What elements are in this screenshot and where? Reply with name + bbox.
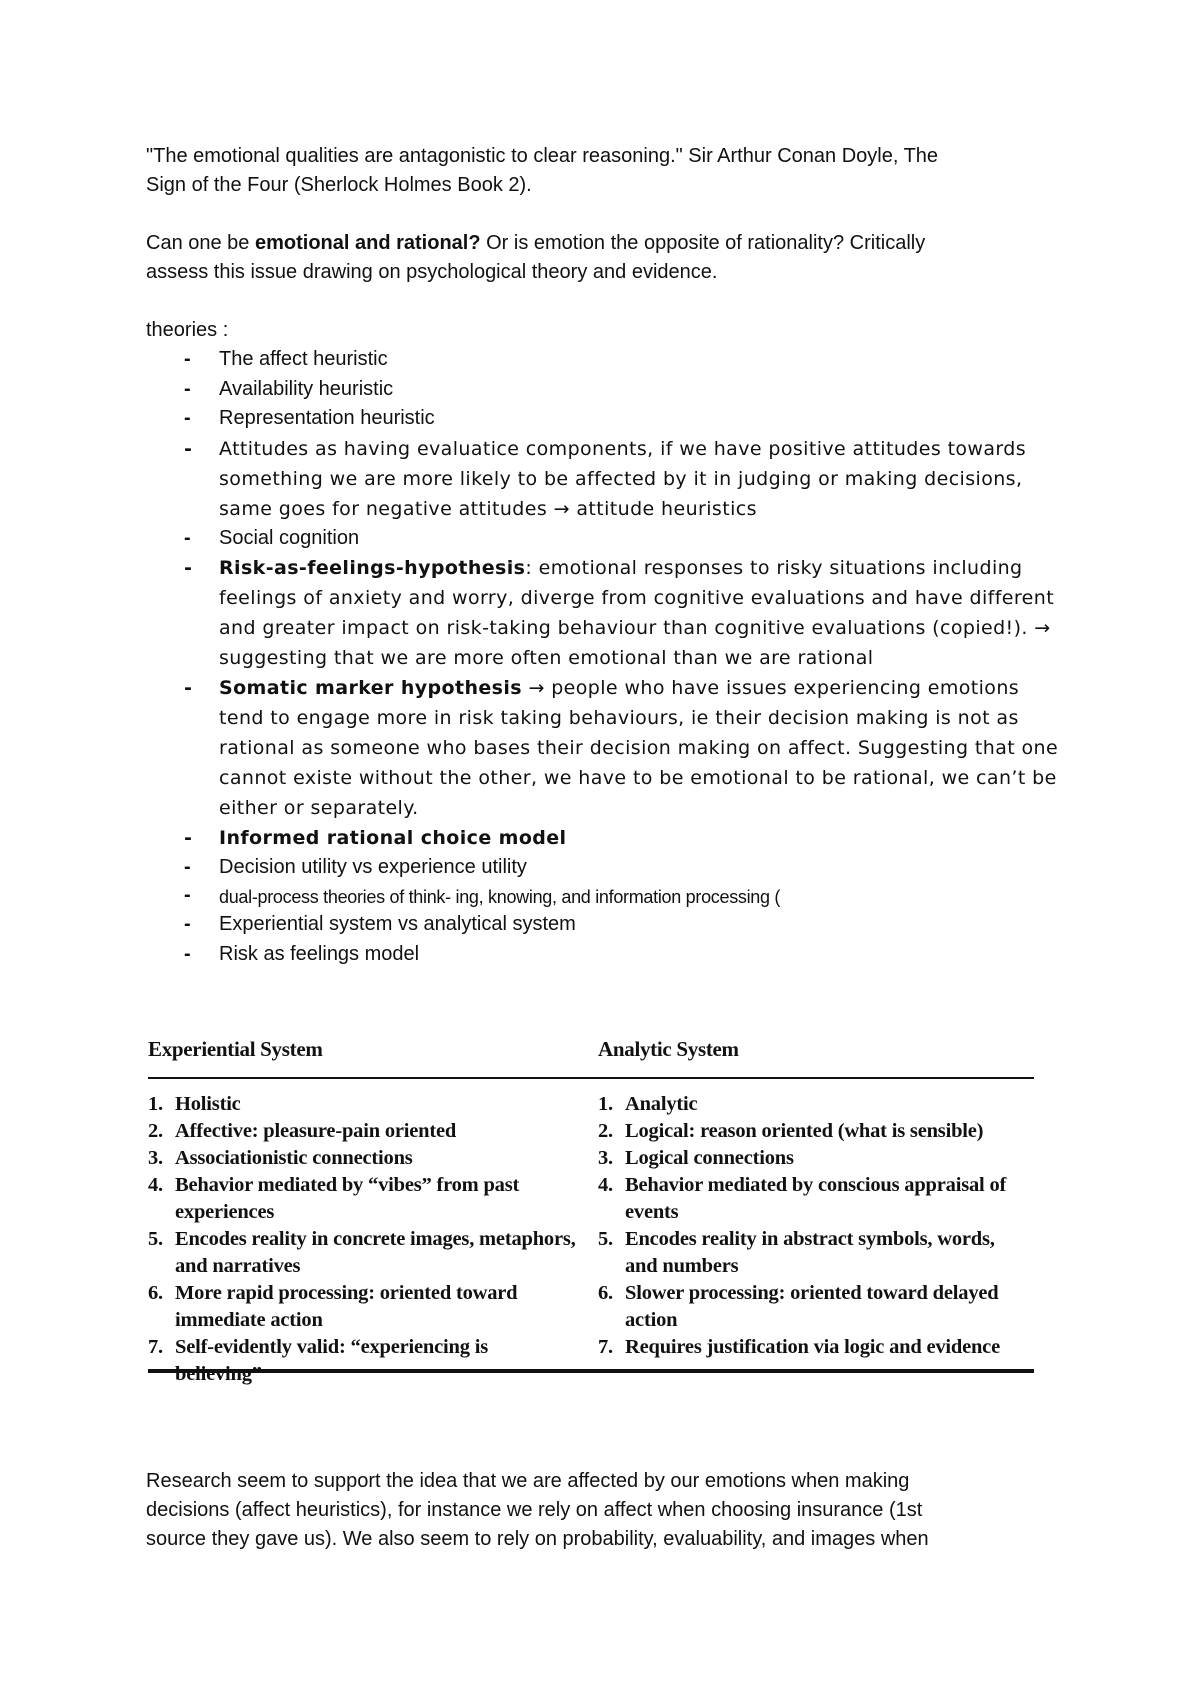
list-item bbox=[146, 673, 1066, 823]
spacer bbox=[146, 200, 1066, 229]
question-line-1 bbox=[146, 229, 1066, 258]
list-item-text: : emotional responses to risky situations including feelings of anxiety and worry, diverge from cognitive evaluations and have different and greater impact on risk-taking behaviour than cognitive evaluations (copied!). → suggesting that we are more often emotional than we are rational bbox=[219, 557, 1055, 670]
row-number: 1. bbox=[598, 1093, 613, 1115]
row-number: 4. bbox=[598, 1174, 613, 1196]
table-row bbox=[598, 1226, 1028, 1280]
table-row bbox=[148, 1118, 578, 1145]
table-row bbox=[148, 1280, 578, 1334]
table-row bbox=[148, 1091, 578, 1118]
row-number: 1. bbox=[148, 1093, 163, 1115]
row-text: Analytic bbox=[625, 1093, 698, 1115]
term-informed-rational-choice: Informed rational choice model bbox=[219, 827, 567, 850]
theories-list bbox=[146, 345, 1066, 969]
row-text: Requires justification via logic and evidence bbox=[625, 1336, 1000, 1358]
question-bold: emotional and rational? bbox=[254, 232, 481, 254]
list-item: - The affect heuristic bbox=[146, 345, 1066, 375]
table-body bbox=[148, 1079, 1034, 1385]
table-header bbox=[148, 1035, 1034, 1079]
document-body bbox=[146, 142, 1066, 969]
row-number: 2. bbox=[148, 1120, 163, 1142]
row-number: 3. bbox=[598, 1147, 613, 1169]
row-text: Behavior mediated by “vibes” from past experiences bbox=[175, 1174, 520, 1223]
row-number: 4. bbox=[148, 1174, 163, 1196]
question-prefix: Can one be bbox=[146, 232, 255, 254]
row-text: Holistic bbox=[175, 1093, 241, 1115]
analytic-system-header: Analytic System bbox=[598, 1037, 739, 1061]
theories-label: theories : bbox=[146, 319, 229, 341]
question-rest: Or is emotion the opposite of rationality? Critically bbox=[480, 232, 926, 254]
list-item: - Social cognition bbox=[146, 524, 1066, 554]
row-text: Self-evidently valid: “experiencing is believing” bbox=[175, 1336, 488, 1385]
row-number: 3. bbox=[148, 1147, 163, 1169]
table-row bbox=[598, 1118, 1028, 1145]
analytic-column bbox=[598, 1091, 1028, 1361]
list-item bbox=[146, 553, 1066, 673]
question-line-2: assess this issue drawing on psychological theory and evidence. bbox=[146, 261, 718, 283]
research-line-2: decisions (affect heuristics), for instance we rely on affect when choosing insurance (1st bbox=[146, 1499, 923, 1521]
row-text: Encodes reality in concrete images, metaphors, and narratives bbox=[175, 1228, 576, 1277]
term-risk-as-feelings: Risk-as-feelings-hypothesis bbox=[219, 557, 526, 580]
row-number: 5. bbox=[148, 1228, 163, 1250]
research-line-1: Research seem to support the idea that we are affected by our emotions when making bbox=[146, 1470, 910, 1492]
term-somatic-marker: Somatic marker hypothesis bbox=[219, 677, 523, 700]
list-item bbox=[146, 823, 1066, 853]
table-row bbox=[148, 1334, 578, 1388]
row-text: Affective: pleasure-pain oriented bbox=[175, 1120, 457, 1142]
list-item: - Attitudes as having evaluatice components, if we have positive attitudes towards something we are more likely to be affected by it in judging or making decisions, same goes for negative attitudes → attitude heuristics bbox=[146, 434, 1066, 524]
table-row bbox=[598, 1145, 1028, 1172]
systems-comparison-table bbox=[148, 1035, 1034, 1385]
row-number: 5. bbox=[598, 1228, 613, 1250]
table-row bbox=[598, 1334, 1028, 1361]
experiential-system-header: Experiential System bbox=[148, 1037, 323, 1061]
list-item: - Availability heuristic bbox=[146, 375, 1066, 405]
list-item: - Representation heuristic bbox=[146, 404, 1066, 434]
row-text: Associationistic connections bbox=[175, 1147, 413, 1169]
research-line-3: source they gave us). We also seem to rely on probability, evaluability, and images when bbox=[146, 1528, 929, 1550]
row-text: Logical: reason oriented (what is sensible) bbox=[625, 1120, 984, 1142]
list-item: - dual-process theories of think- ing, knowing, and information processing ( bbox=[146, 883, 1066, 910]
list-item: - Experiential system vs analytical system bbox=[146, 910, 1066, 940]
table-row bbox=[148, 1226, 578, 1280]
list-item-text: → people who have issues experiencing emotions tend to engage more in risk taking behaviours, ie their decision making is not as rational as someone who bases their decision making on affect. Suggesting that one cannot existe without the other, we have to be emotional to be rational, we can’t be either or separately. bbox=[219, 677, 1059, 820]
research-paragraph bbox=[146, 1467, 1066, 1554]
row-text: Slower processing: oriented toward delayed action bbox=[625, 1282, 999, 1331]
row-number: 2. bbox=[598, 1120, 613, 1142]
list-item: - Decision utility vs experience utility bbox=[146, 853, 1066, 883]
row-number: 6. bbox=[598, 1282, 613, 1304]
row-text: More rapid processing: oriented toward immediate action bbox=[175, 1282, 518, 1331]
row-number: 6. bbox=[148, 1282, 163, 1304]
quote-line-1: "The emotional qualities are antagonistic to clear reasoning." Sir Arthur Conan Doyle, The bbox=[146, 145, 939, 167]
spacer bbox=[146, 287, 1066, 316]
row-number: 7. bbox=[148, 1336, 163, 1358]
table-row bbox=[598, 1091, 1028, 1118]
row-text: Encodes reality in abstract symbols, words, and numbers bbox=[625, 1228, 995, 1277]
experiential-column bbox=[148, 1091, 578, 1388]
table-row bbox=[148, 1145, 578, 1172]
table-row bbox=[598, 1280, 1028, 1334]
row-number: 7. bbox=[598, 1336, 613, 1358]
table-row bbox=[598, 1172, 1028, 1226]
row-text: Behavior mediated by conscious appraisal of events bbox=[625, 1174, 1007, 1223]
quote-line-2: Sign of the Four (Sherlock Holmes Book 2). bbox=[146, 174, 532, 196]
row-text: Logical connections bbox=[625, 1147, 794, 1169]
list-item: - Risk as feelings model bbox=[146, 940, 1066, 970]
table-row bbox=[148, 1172, 578, 1226]
